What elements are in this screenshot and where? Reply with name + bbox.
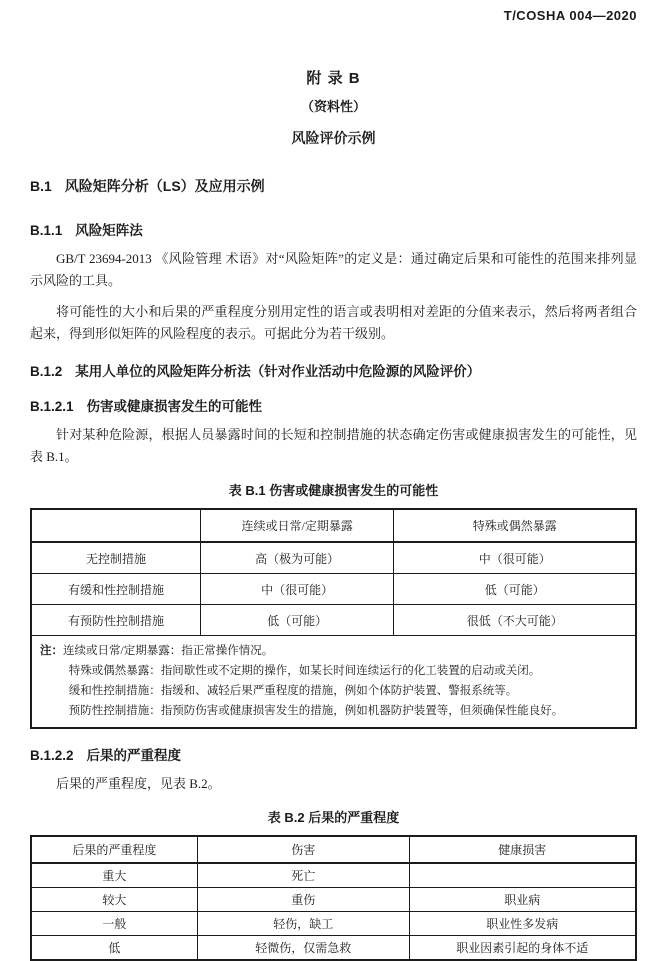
table-row (31, 605, 636, 636)
note-line (40, 641, 627, 661)
table-cell: 一般 (31, 912, 197, 936)
section-heading-b1 (30, 176, 637, 196)
table-cell: 低（可能） (200, 605, 394, 636)
note-line: 缓和性控制措施：指缓和、减轻后果严重程度的措施，例如个体防护装置、警报系统等。 (68, 685, 518, 697)
section-label: B.1 (30, 178, 52, 194)
table-b2 (30, 835, 637, 961)
doc-header (30, 8, 637, 23)
table-cell: 健康损害 (409, 836, 636, 863)
section-title: 某用人单位的风险矩阵分析法（针对作业活动中危险源的风险评价） (75, 364, 481, 379)
table-row (31, 574, 636, 605)
note-line: 特殊或偶然暴露：指间歇性或不定期的操作，如某长时间连续运行的化工装置的启动或关闭。 (68, 665, 541, 677)
table-header-row (31, 836, 636, 863)
table-cell: 后果的严重程度 (31, 836, 197, 863)
section-label: B.1.1 (30, 223, 63, 238)
section-heading-b11 (30, 219, 637, 239)
table-row (31, 888, 636, 912)
table-cell: 低（可能） (394, 574, 636, 605)
table-cell: 连续或日常/定期暴露 (200, 509, 394, 542)
table-cell: 无控制措施 (31, 542, 200, 574)
table-cell: 职业病 (409, 888, 636, 912)
table-row (31, 542, 636, 574)
table-cell: 低 (31, 936, 197, 961)
table-b1-caption: 表 B.1 伤害或健康损害发生的可能性 (228, 483, 439, 498)
table-cell (31, 509, 200, 542)
table-cell: 职业性多发病 (409, 912, 636, 936)
table-cell: 较大 (31, 888, 197, 912)
table-cell: 轻伤，缺工 (197, 912, 409, 936)
table-cell: 轻微伤，仅需急救 (197, 936, 409, 961)
paragraph-b121: 针对某种危险源，根据人员暴露时间的长短和控制措施的状态确定伤害或健康损害发生的可能性，见表 B.1。 (30, 427, 637, 464)
table-notes (31, 636, 636, 729)
table-cell: 很低（不大可能） (394, 605, 636, 636)
section-label: B.1.2.1 (30, 399, 74, 414)
table-row (31, 863, 636, 888)
table-cell: 死亡 (197, 863, 409, 888)
note-text: 连续或日常/定期暴露：指正常操作情况。 (63, 645, 274, 657)
table-cell: 特殊或偶然暴露 (394, 509, 636, 542)
note-line: 预防性控制措施：指预防伤害或健康损害发生的措施，例如机器防护装置等，但须确保性能良好。 (68, 705, 564, 717)
doc-number: T/COSHA 004—2020 (503, 8, 637, 23)
section-heading-b121 (30, 395, 637, 415)
table-header-row (31, 509, 636, 542)
table-cell: 中（很可能） (200, 574, 394, 605)
appendix-heading-block (30, 67, 637, 148)
table-notes-row (31, 636, 636, 729)
section-heading-b122 (30, 744, 637, 764)
appendix-title: 附 录 B (306, 70, 361, 87)
note-label: 注： (40, 645, 63, 657)
section-label: B.1.2.2 (30, 748, 74, 763)
table-row (31, 936, 636, 961)
table-cell: 职业因素引起的身体不适 (409, 936, 636, 961)
table-cell: 重伤 (197, 888, 409, 912)
appendix-subtitle: （资料性） (300, 99, 366, 114)
section-heading-b12 (30, 360, 637, 380)
section-title: 伤害或健康损害发生的可能性 (86, 399, 263, 414)
table-row (31, 912, 636, 936)
table-cell: 有缓和性控制措施 (31, 574, 200, 605)
table-cell: 高（极为可能） (200, 542, 394, 574)
table-b2-caption: 表 B.2 后果的严重程度 (267, 810, 400, 825)
table-cell: 伤害 (197, 836, 409, 863)
section-title: 风险矩阵法 (75, 223, 143, 238)
section-title: 后果的严重程度 (86, 748, 182, 763)
section-title: 风险矩阵分析（LS）及应用示例 (64, 178, 265, 194)
table-cell: 中（很可能） (394, 542, 636, 574)
paragraph-b11-2: 将可能性的大小和后果的严重程度分别用定性的语言或表明相对差距的分值来表示，然后将两者组合起来，得到形似矩阵的风险程度的表示。可据此分为若干级别。 (30, 304, 637, 341)
appendix-name: 风险评价示例 (291, 130, 376, 146)
paragraph-b122: 后果的严重程度，见表 B.2。 (56, 776, 221, 791)
table-cell (409, 863, 636, 888)
table-b1 (30, 508, 637, 729)
paragraph-b11-1: GB/T 23694-2013 《风险管理 术语》对“风险矩阵”的定义是：通过确定后果和可能性的范围来排列显示风险的工具。 (30, 251, 637, 288)
table-cell: 有预防性控制措施 (31, 605, 200, 636)
table-cell: 重大 (31, 863, 197, 888)
section-label: B.1.2 (30, 364, 63, 379)
